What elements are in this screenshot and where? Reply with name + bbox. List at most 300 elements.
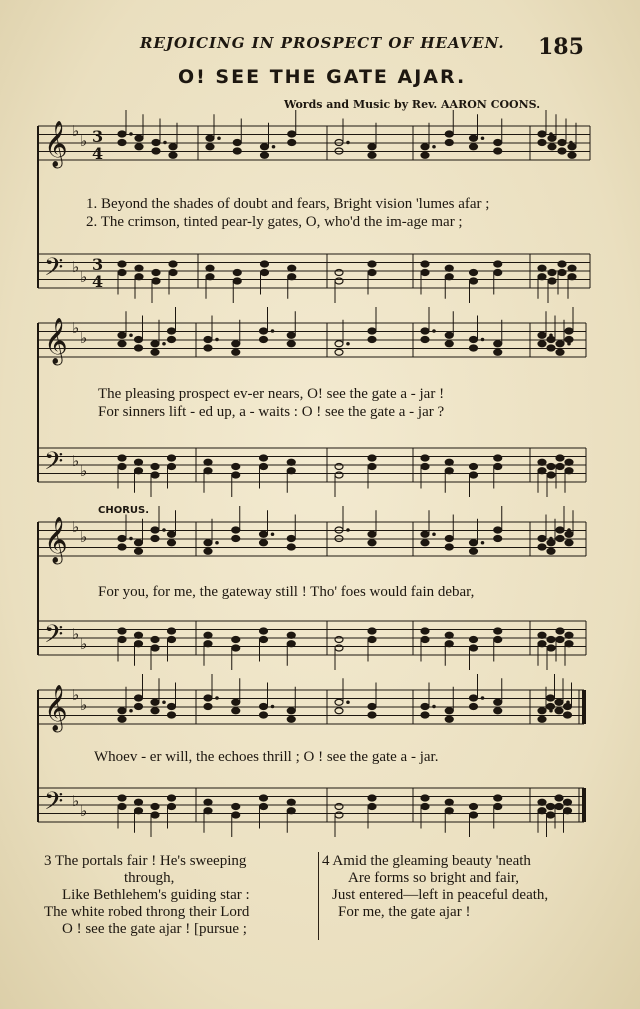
stanza-divider — [318, 852, 319, 940]
notehead — [168, 328, 176, 334]
dot — [433, 705, 436, 708]
notehead — [555, 804, 563, 810]
notehead — [135, 337, 143, 343]
notehead — [118, 708, 126, 714]
notehead — [233, 140, 241, 146]
notehead — [445, 274, 453, 280]
notehead — [445, 459, 453, 465]
song-title: O! SEE THE GATE AJAR. — [178, 66, 467, 88]
notehead — [470, 548, 478, 554]
notehead — [421, 328, 429, 334]
dot — [347, 141, 350, 144]
notehead — [151, 637, 159, 643]
notehead — [260, 795, 268, 801]
notehead — [169, 152, 177, 158]
notehead — [233, 270, 241, 276]
notehead — [565, 632, 573, 638]
notehead — [118, 140, 126, 146]
lyric-line-chorus-s4: Whoev - er will, the echoes thrill ; O ! see the gate a - jar. — [94, 749, 439, 765]
notehead — [470, 637, 478, 643]
notehead — [564, 704, 572, 710]
notehead — [135, 799, 143, 805]
notehead — [204, 704, 212, 710]
notehead — [565, 468, 573, 474]
notehead — [118, 455, 126, 461]
notehead — [556, 341, 564, 347]
notehead — [232, 472, 240, 478]
running-title: REJOICING IN PROSPECT OF HEAVEN. — [140, 34, 505, 52]
notehead — [494, 140, 502, 146]
notehead — [232, 804, 240, 810]
notehead — [470, 704, 478, 710]
notehead — [151, 527, 159, 533]
notehead — [494, 261, 502, 267]
notehead — [368, 628, 376, 634]
notehead — [538, 808, 546, 814]
notehead — [260, 804, 268, 810]
notehead — [232, 527, 240, 533]
notehead — [287, 341, 295, 347]
notehead — [445, 265, 453, 271]
notehead — [168, 540, 176, 546]
notehead — [548, 135, 556, 141]
notehead — [335, 472, 343, 478]
notehead — [368, 328, 376, 334]
page-number: 185 — [538, 34, 584, 60]
flat-icon: ♭ — [80, 329, 88, 347]
notehead — [287, 708, 295, 714]
dot — [271, 533, 274, 536]
flat-icon: ♭ — [80, 802, 88, 820]
notehead — [538, 799, 546, 805]
stanza-3 — [44, 853, 250, 938]
flat-icon: ♭ — [72, 625, 80, 643]
notehead — [135, 548, 143, 554]
notehead — [288, 140, 296, 146]
notehead — [232, 708, 240, 714]
notehead — [421, 637, 429, 643]
notehead — [287, 632, 295, 638]
notehead — [445, 808, 453, 814]
notehead — [547, 804, 555, 810]
notehead — [135, 459, 143, 465]
notehead — [568, 144, 576, 150]
notehead — [564, 799, 572, 805]
notehead — [368, 270, 376, 276]
notehead — [168, 795, 176, 801]
flat-icon: ♭ — [80, 696, 88, 714]
dot — [347, 342, 350, 345]
notehead — [556, 637, 564, 643]
notehead — [135, 265, 143, 271]
notehead — [470, 345, 478, 351]
notehead — [470, 472, 478, 478]
treble-clef-icon: 𝄞 — [44, 318, 68, 364]
notehead — [445, 716, 453, 722]
notehead — [151, 472, 159, 478]
notehead — [470, 804, 478, 810]
notehead — [421, 704, 429, 710]
notehead — [135, 695, 143, 701]
notehead — [168, 628, 176, 634]
notehead — [261, 152, 269, 158]
dot — [481, 541, 484, 544]
flat-icon: ♭ — [80, 132, 88, 150]
notehead — [260, 540, 268, 546]
notehead — [421, 531, 429, 537]
notehead — [565, 337, 573, 343]
notehead — [260, 704, 268, 710]
dot — [163, 342, 166, 345]
notehead — [118, 131, 126, 137]
notehead — [547, 637, 555, 643]
bass-clef-icon: 𝄢 — [44, 253, 64, 288]
notehead — [335, 708, 343, 714]
bass-clef-icon: 𝄢 — [44, 620, 64, 655]
notehead — [118, 332, 126, 338]
notehead — [470, 278, 478, 284]
notehead — [261, 270, 269, 276]
notehead — [287, 544, 295, 550]
stanza-3-line: through, — [124, 870, 175, 886]
notehead — [204, 799, 212, 805]
notehead — [470, 337, 478, 343]
flat-icon: ♭ — [72, 792, 80, 810]
notehead — [555, 699, 563, 705]
notehead — [135, 345, 143, 351]
notehead — [547, 472, 555, 478]
notehead — [547, 548, 555, 554]
notehead — [135, 274, 143, 280]
chorus-label: CHORUS. — [98, 505, 150, 516]
notehead — [538, 716, 546, 722]
dot — [272, 145, 275, 148]
notehead — [565, 540, 573, 546]
notehead — [547, 704, 555, 710]
notehead — [568, 274, 576, 280]
notehead — [421, 337, 429, 343]
notehead — [421, 804, 429, 810]
notehead — [565, 459, 573, 465]
notehead — [204, 695, 212, 701]
notehead — [556, 628, 564, 634]
notehead — [151, 341, 159, 347]
stanza-4-line: Just entered—left in peaceful death, — [332, 887, 549, 903]
notehead — [288, 274, 296, 280]
notehead — [538, 274, 546, 280]
dot — [433, 533, 436, 536]
notehead — [558, 148, 566, 154]
lyric-line-verse1-s1: 1. Beyond the shades of doubt and fears, Bright vision 'lumes afar ; — [86, 196, 490, 212]
notehead — [538, 140, 546, 146]
dot — [163, 529, 166, 532]
notehead — [232, 349, 240, 355]
dot — [271, 330, 274, 333]
notehead — [260, 328, 268, 334]
notehead — [547, 464, 555, 470]
notehead — [538, 468, 546, 474]
notehead — [538, 131, 546, 137]
notehead — [287, 536, 295, 542]
notehead — [368, 337, 376, 343]
stanza-3-line: O ! see the gate ajar ! [pursue ; — [62, 921, 247, 937]
notehead — [260, 637, 268, 643]
notehead — [538, 708, 546, 714]
notehead — [168, 637, 176, 643]
notehead — [421, 795, 429, 801]
notehead — [169, 144, 177, 150]
notehead — [445, 131, 453, 137]
notehead — [335, 637, 343, 643]
notehead — [152, 270, 160, 276]
notehead — [287, 332, 295, 338]
notehead — [118, 261, 126, 267]
notehead — [206, 265, 214, 271]
stanza-4-line: 4 Amid the gleaming beauty 'neath — [322, 853, 531, 869]
dot — [216, 338, 219, 341]
flat-icon: ♭ — [72, 452, 80, 470]
notehead — [494, 795, 502, 801]
notehead — [168, 455, 176, 461]
dot — [218, 137, 221, 140]
notehead — [470, 135, 478, 141]
notehead — [421, 152, 429, 158]
time-signature-top: 3 — [92, 255, 104, 274]
notehead — [445, 544, 453, 550]
notehead — [445, 140, 453, 146]
notehead — [168, 704, 176, 710]
notehead — [135, 144, 143, 150]
notehead — [287, 716, 295, 722]
notehead — [547, 812, 555, 818]
notehead — [168, 464, 176, 470]
notehead — [494, 637, 502, 643]
notehead — [445, 708, 453, 714]
notehead — [445, 332, 453, 338]
dot — [130, 537, 133, 540]
notehead — [168, 531, 176, 537]
dot — [347, 529, 350, 532]
treble-clef-icon: 𝄞 — [44, 685, 68, 731]
treble-clef-icon: 𝄞 — [44, 517, 68, 563]
treble-clef-icon: 𝄞 — [44, 121, 68, 167]
notehead — [206, 135, 214, 141]
notehead — [368, 261, 376, 267]
notehead — [494, 536, 502, 542]
notehead — [206, 144, 214, 150]
stanza-3-line: 3 The portals fair ! He's sweeping — [44, 853, 247, 869]
lyric-line-chorus-s3: For you, for me, the gateway still ! Tho' foes would fain debar, — [98, 584, 475, 600]
notehead — [494, 349, 502, 355]
notehead — [445, 341, 453, 347]
notehead — [421, 455, 429, 461]
lyric-line-verse1-s2: The pleasing prospect ev-er nears, O! see the gate a - jar ! — [98, 386, 445, 402]
notehead — [494, 804, 502, 810]
notehead — [232, 536, 240, 542]
notehead — [470, 645, 478, 651]
notehead — [168, 337, 176, 343]
notehead — [565, 328, 573, 334]
notehead — [494, 464, 502, 470]
notehead — [494, 270, 502, 276]
notehead — [151, 708, 159, 714]
stanza-3-line: The white robed throng their Lord — [44, 904, 250, 920]
notehead — [556, 464, 564, 470]
dot — [433, 145, 436, 148]
notehead — [287, 641, 295, 647]
dot — [347, 701, 350, 704]
notehead — [135, 540, 143, 546]
notehead — [233, 148, 241, 154]
notehead — [335, 270, 343, 276]
flat-icon: ♭ — [72, 518, 80, 536]
notehead — [547, 645, 555, 651]
notehead — [368, 152, 376, 158]
notehead — [151, 699, 159, 705]
notehead — [151, 349, 159, 355]
notehead — [470, 270, 478, 276]
notehead — [335, 464, 343, 470]
notehead — [335, 341, 343, 347]
dot — [164, 141, 167, 144]
notehead — [494, 341, 502, 347]
notehead — [118, 544, 126, 550]
notehead — [494, 699, 502, 705]
notehead — [558, 140, 566, 146]
notehead — [287, 799, 295, 805]
notehead — [368, 531, 376, 537]
stanza-4-line: For me, the gate ajar ! — [338, 904, 471, 920]
notehead — [556, 349, 564, 355]
notehead — [368, 540, 376, 546]
notehead — [135, 135, 143, 141]
notehead — [445, 799, 453, 805]
notehead — [470, 812, 478, 818]
notehead — [204, 345, 212, 351]
notehead — [538, 265, 546, 271]
dot — [130, 334, 133, 337]
lyric-line-verse2-s2: For sinners lift - ed up, a - waits : O ! see the gate a - jar ? — [98, 404, 445, 420]
notehead — [118, 637, 126, 643]
notehead — [204, 641, 212, 647]
notehead — [135, 704, 143, 710]
flat-icon: ♭ — [80, 268, 88, 286]
notehead — [556, 527, 564, 533]
notehead — [232, 464, 240, 470]
notehead — [118, 464, 126, 470]
notehead — [152, 278, 160, 284]
flat-icon: ♭ — [72, 319, 80, 337]
notehead — [368, 804, 376, 810]
notehead — [335, 278, 343, 284]
dot — [216, 541, 219, 544]
notehead — [421, 144, 429, 150]
notehead — [421, 712, 429, 718]
notehead — [558, 270, 566, 276]
notehead — [118, 804, 126, 810]
lyric-line-verse2-s1: 2. The crimson, tinted pear-ly gates, O, who'd the im-age mar ; — [86, 214, 463, 230]
notehead — [558, 261, 566, 267]
flat-icon: ♭ — [80, 462, 88, 480]
notehead — [151, 812, 159, 818]
notehead — [204, 337, 212, 343]
notehead — [445, 536, 453, 542]
notehead — [494, 708, 502, 714]
dot — [433, 330, 436, 333]
notehead — [445, 641, 453, 647]
notehead — [470, 695, 478, 701]
notehead — [565, 531, 573, 537]
flat-icon: ♭ — [80, 635, 88, 653]
notehead — [547, 337, 555, 343]
notehead — [118, 716, 126, 722]
notehead — [445, 632, 453, 638]
notehead — [260, 455, 268, 461]
notehead — [470, 144, 478, 150]
notehead — [368, 637, 376, 643]
notehead — [118, 536, 126, 542]
notehead — [135, 808, 143, 814]
notehead — [169, 270, 177, 276]
notehead — [568, 265, 576, 271]
dot — [163, 701, 166, 704]
flat-icon: ♭ — [72, 686, 80, 704]
notehead — [152, 140, 160, 146]
notehead — [445, 468, 453, 474]
notehead — [169, 261, 177, 267]
notehead — [135, 468, 143, 474]
notehead — [151, 536, 159, 542]
notehead — [547, 695, 555, 701]
notehead — [232, 699, 240, 705]
bass-clef-icon: 𝄢 — [44, 787, 64, 822]
notehead — [368, 144, 376, 150]
dot — [130, 133, 133, 136]
notehead — [168, 804, 176, 810]
notehead — [555, 795, 563, 801]
notehead — [261, 261, 269, 267]
bass-clef-icon: 𝄢 — [44, 447, 64, 482]
notehead — [538, 536, 546, 542]
notehead — [421, 628, 429, 634]
notehead — [368, 704, 376, 710]
notehead — [421, 540, 429, 546]
dot — [130, 709, 133, 712]
notehead — [260, 337, 268, 343]
notehead — [135, 632, 143, 638]
notehead — [204, 468, 212, 474]
notehead — [494, 148, 502, 154]
notehead — [287, 808, 295, 814]
notehead — [288, 265, 296, 271]
notehead — [368, 455, 376, 461]
notehead — [204, 459, 212, 465]
time-signature-bottom: 4 — [92, 272, 104, 291]
notehead — [204, 540, 212, 546]
notehead — [548, 270, 556, 276]
notehead — [556, 536, 564, 542]
stanza-4 — [322, 853, 548, 921]
notehead — [151, 804, 159, 810]
notehead — [287, 459, 295, 465]
dot — [481, 697, 484, 700]
notehead — [204, 632, 212, 638]
notehead — [335, 645, 343, 651]
notehead — [368, 795, 376, 801]
notehead — [204, 548, 212, 554]
notehead — [204, 808, 212, 814]
dot — [481, 338, 484, 341]
